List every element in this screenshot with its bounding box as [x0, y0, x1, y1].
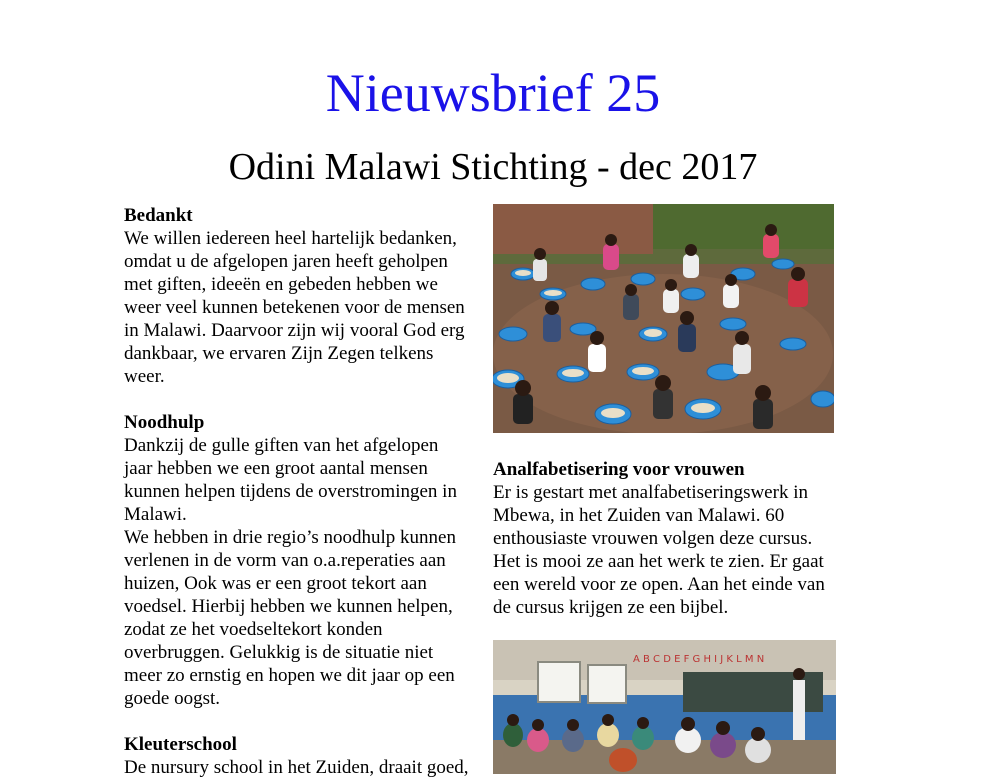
- text-line: De nursury school in het Zuiden, draait goed,: [124, 757, 469, 778]
- alphabet-strip: A B C D E F G H I J K L M N: [633, 654, 765, 665]
- text-line: omdat u de afgelopen jaren heeft geholpen: [124, 251, 448, 272]
- section-heading-analfabetisering: Analfabetisering voor vrouwen: [493, 459, 745, 480]
- text-line: overbruggen. Gelukkig is de situatie niet: [124, 642, 434, 663]
- classroom-photo: [493, 640, 836, 774]
- text-line: Het is mooi ze aan het werk te zien. Er gaat: [493, 551, 824, 572]
- text-line: in Malawi. Daarvoor zijn wij vooral God erg: [124, 320, 465, 341]
- kleuterschool-text: [124, 756, 489, 779]
- text-line: meer zo ernstig en hopen we dit jaar op een: [124, 665, 455, 686]
- text-line: weer.: [124, 366, 165, 387]
- text-line: verlenen in de vorm van o.a.reperaties aan: [124, 550, 446, 571]
- section-heading-noodhulp: Noodhulp: [124, 412, 205, 433]
- newsletter-subtitle: Odini Malawi Stichting - dec 2017: [228, 146, 758, 188]
- text-line: Mbewa, in het Zuiden van Malawi. 60: [493, 505, 785, 526]
- text-line: dankbaar, we ervaren Zijn Zegen telkens: [124, 343, 434, 364]
- text-line: Dankzij de gulle giften van het afgelopen: [124, 435, 439, 456]
- text-line: jaar hebben we een groot aantal mensen: [124, 458, 428, 479]
- noodhulp-text: [124, 434, 489, 710]
- text-line: We willen iedereen heel hartelijk bedanken,: [124, 228, 457, 249]
- section-heading-kleuterschool: Kleuterschool: [124, 734, 237, 755]
- text-line: een wereld voor ze open. Aan het einde van: [493, 574, 825, 595]
- text-line: We hebben in drie regio’s noodhulp kunnen: [124, 527, 456, 548]
- bedankt-text: [124, 227, 489, 388]
- text-line: voedsel. Hierbij hebben we kunnen helpen,: [124, 596, 453, 617]
- text-line: kunnen helpen tijdens de overstromingen in: [124, 481, 457, 502]
- section-heading-bedankt: Bedankt: [124, 205, 193, 226]
- text-line: enthousiaste vrouwen volgen deze cursus.: [493, 528, 813, 549]
- analfabetisering-text: [493, 481, 853, 619]
- left-column: [124, 204, 489, 779]
- text-line: Er is gestart met analfabetiseringswerk in: [493, 482, 808, 503]
- text-line: met giften, ideeën en gebeden hebben we: [124, 274, 438, 295]
- text-line: zodat ze het voedseltekort konden: [124, 619, 383, 640]
- text-line: de cursus krijgen ze een bijbel.: [493, 597, 729, 618]
- text-line: weer veel kunnen betekenen voor de mensen: [124, 297, 465, 318]
- text-line: huizen, Ook was er een groot tekort aan: [124, 573, 427, 594]
- right-column: [493, 458, 853, 619]
- text-line: Malawi.: [124, 504, 187, 525]
- newsletter-title: Nieuwsbrief 25: [325, 63, 661, 123]
- children-eating-photo: [493, 204, 834, 433]
- text-line: goede oogst.: [124, 688, 221, 709]
